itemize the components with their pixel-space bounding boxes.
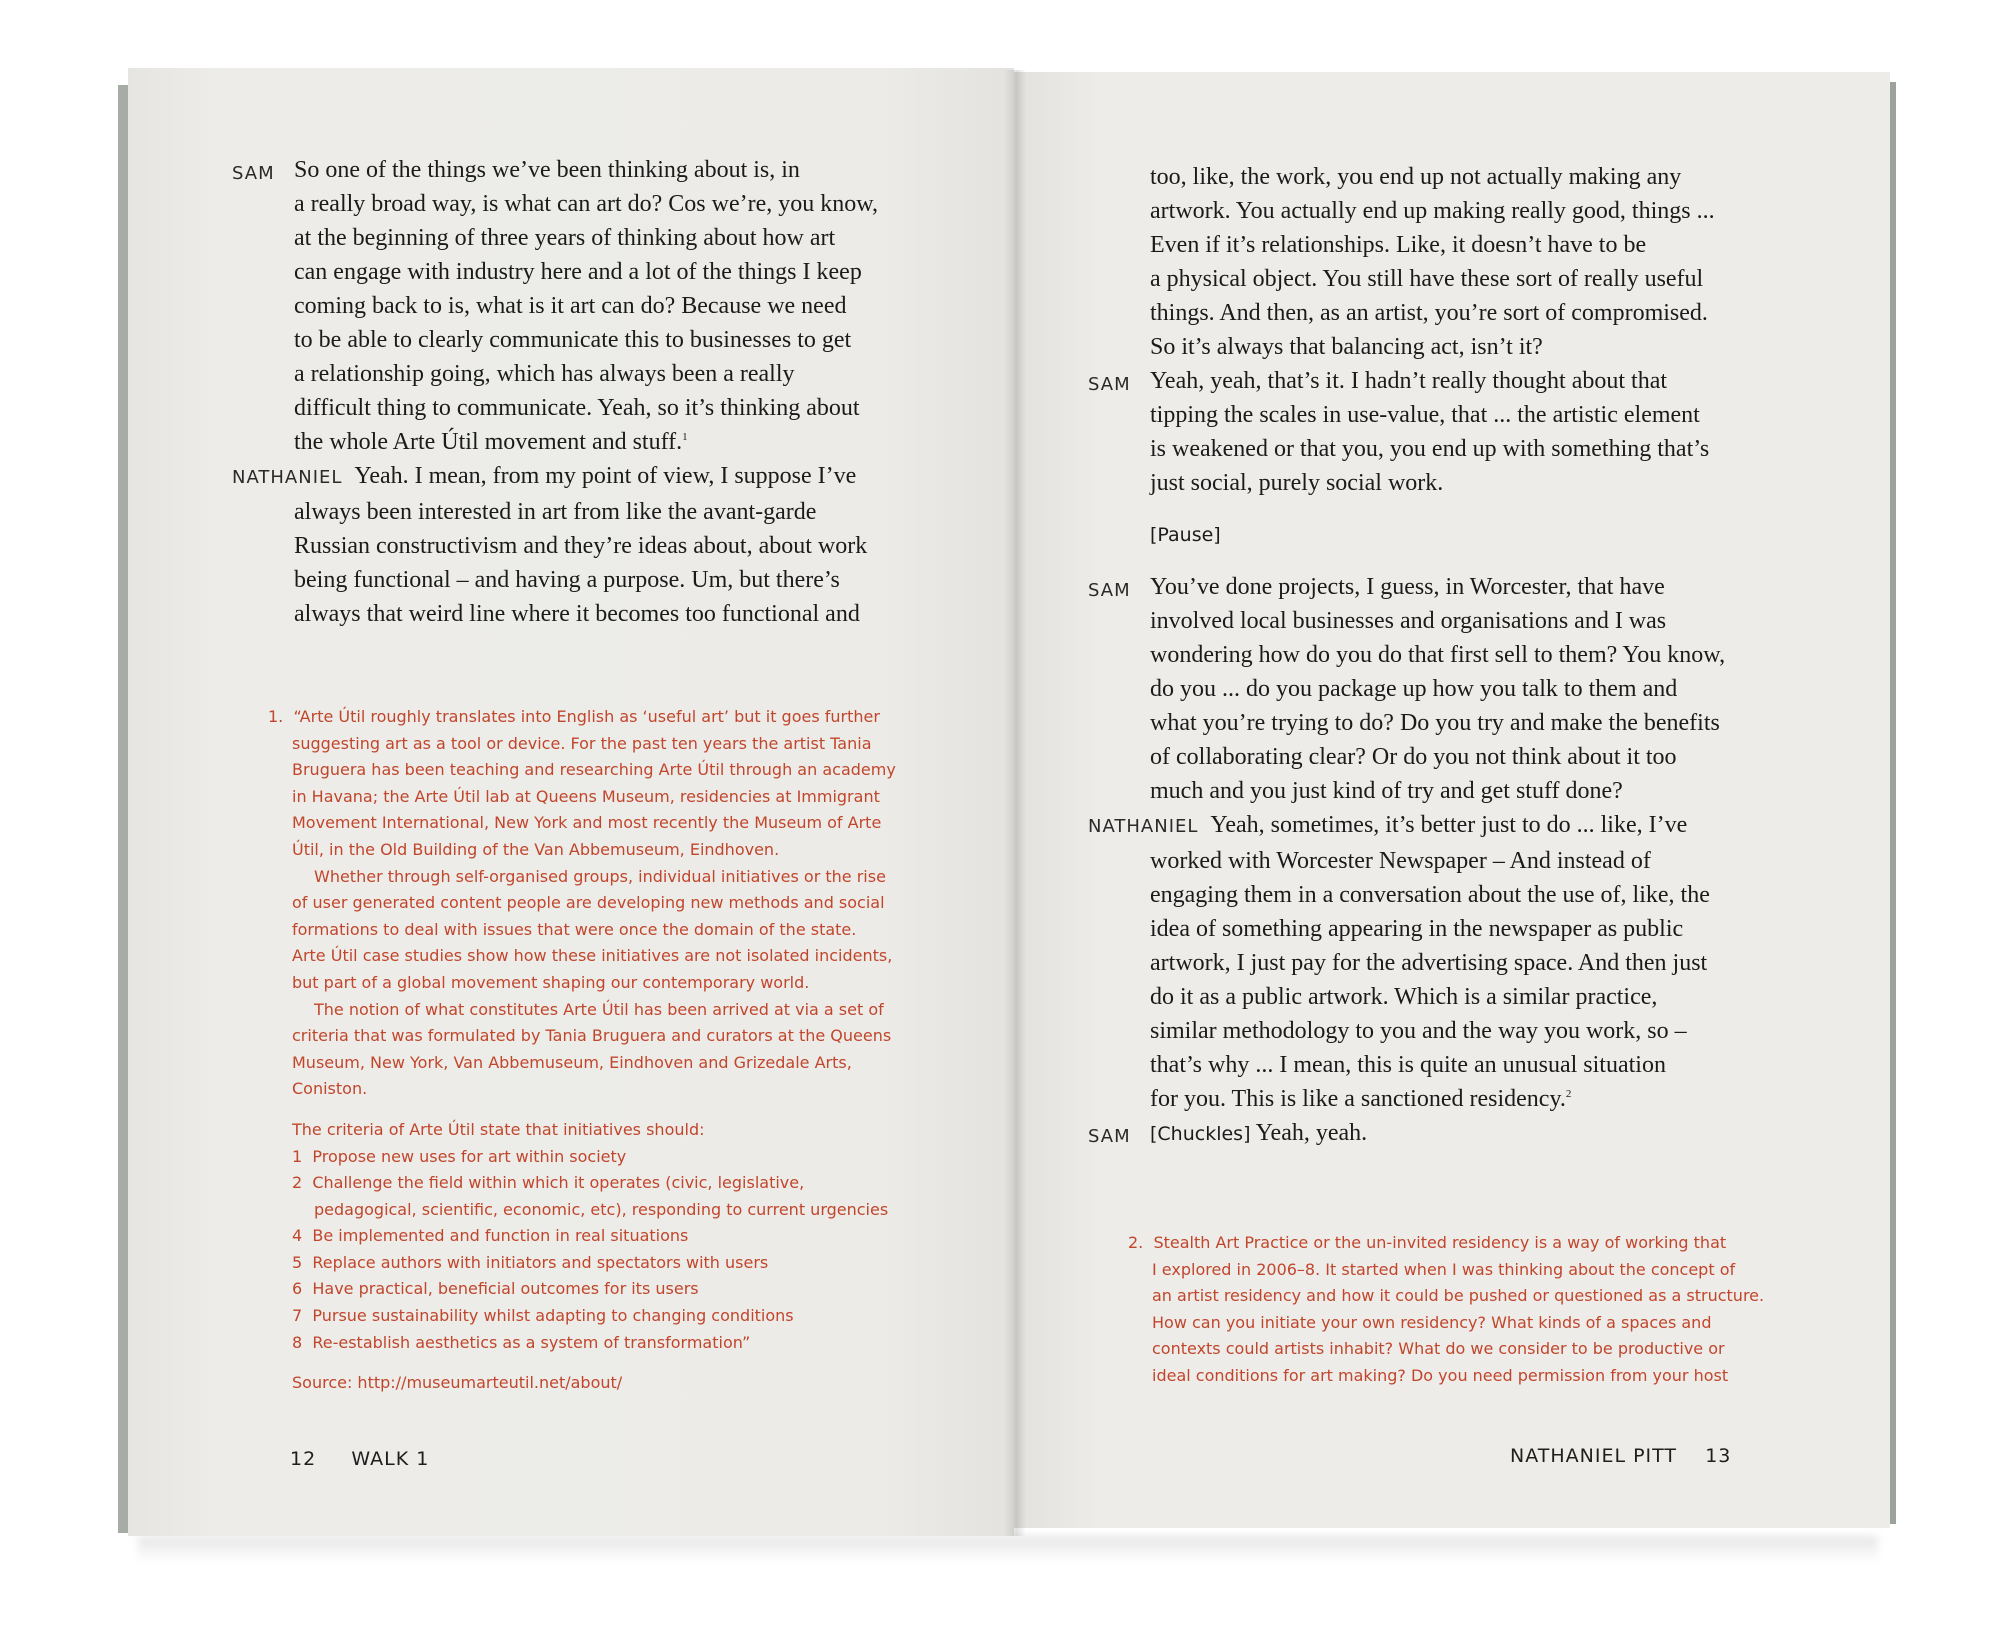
speaker-label: NATHANIEL xyxy=(232,467,343,488)
dialogue-line: can engage with industry here and a lot of the things I keep xyxy=(294,259,862,285)
footnote-line: Bruguera has been teaching and researching Arte Útil through an academy xyxy=(292,760,896,780)
criteria-item: 1 Propose new uses for art within society xyxy=(292,1146,627,1166)
pause-text: [Pause] xyxy=(1150,524,1221,546)
pause-note xyxy=(1088,518,1828,552)
footnote-ref[interactable]: 2 xyxy=(1565,1088,1572,1100)
dialogue-first-line: So one of the things we’ve been thinking about is, in xyxy=(294,157,800,183)
page-number: 12 xyxy=(290,1448,317,1470)
footnote-line: but part of a global movement shaping our contemporary world. xyxy=(292,972,810,992)
dialogue-line: too, like, the work, you end up not actually making any xyxy=(1150,164,1682,190)
footnote-line: Arte Útil case studies show how these initiatives are not isolated incidents, xyxy=(292,946,893,966)
footnote-line: contexts could artists inhabit? What do we consider to be productive or xyxy=(1152,1339,1725,1359)
criteria-intro: The criteria of Arte Útil state that initiatives should: xyxy=(292,1119,705,1139)
dialogue-line: do it as a public artwork. Which is a similar practice, xyxy=(1150,984,1658,1010)
dialogue-line: artwork. You actually end up making really good, things ... xyxy=(1150,198,1715,224)
dialogue-line: the whole Arte Útil movement and stuff. xyxy=(294,429,683,455)
footnote-line: suggesting art as a tool or device. For the past ten years the artist Tania xyxy=(292,733,872,753)
speaker-label: SAM xyxy=(1088,374,1131,395)
dialogue-line: a relationship going, which has always been a really xyxy=(294,361,795,387)
speaker-label: SAM xyxy=(232,163,275,184)
dialogue-line: similar methodology to you and the way you work, so – xyxy=(1150,1018,1687,1044)
dialogue-line: being functional – and having a purpose. Um, but there’s xyxy=(294,567,840,593)
dialogue-first-line: Yeah, yeah. xyxy=(1255,1120,1368,1146)
dialogue-line: for you. This is like a sanctioned residency. xyxy=(1150,1086,1566,1112)
dialogue-line: artwork, I just pay for the advertising space. And then just xyxy=(1150,950,1708,976)
dialogue-first-line: Yeah. I mean, from my point of view, I suppose I’ve xyxy=(354,463,857,489)
running-head: NATHANIEL PITT xyxy=(1510,1445,1678,1467)
footnote-ref[interactable]: 1 xyxy=(682,431,688,443)
criteria-item: 7 Pursue sustainability whilst adapting to changing conditions xyxy=(292,1306,794,1326)
dialogue-line: just social, purely social work. xyxy=(1150,470,1444,496)
criteria-item: 5 Replace authors with initiators and spectators with users xyxy=(292,1252,769,1272)
speaker-label: SAM xyxy=(1088,580,1131,601)
dialogue-line: always that weird line where it becomes too functional and xyxy=(294,601,860,627)
footnote-line: ideal conditions for art making? Do you need permission from your host xyxy=(1152,1365,1729,1385)
dialogue-first-line: You’ve done projects, I guess, in Worcester, that have xyxy=(1150,574,1665,600)
dialogue-line: much and you just kind of try and get stuff done? xyxy=(1150,778,1623,804)
dialogue-line: wondering how do you do that first sell to them? You know, xyxy=(1150,642,1726,668)
footnote-line: in Havana; the Arte Útil lab at Queens Museum, residencies at Immigrant xyxy=(292,786,880,806)
speaker-label: SAM xyxy=(1088,1126,1131,1147)
left-page-folio xyxy=(290,1448,429,1470)
footnote-line: I explored in 2006–8. It started when I was thinking about the concept of xyxy=(1152,1259,1736,1279)
dialogue-line: worked with Worcester Newspaper – And instead of xyxy=(1150,848,1651,874)
left-page-dialogue xyxy=(232,153,972,631)
criteria-item: 2 Challenge the field within which it operates (civic, legislative, xyxy=(292,1173,805,1193)
book-shadow xyxy=(138,1536,1878,1562)
footnote-line: Stealth Art Practice or the un-invited residency is a way of working that xyxy=(1153,1233,1727,1252)
running-head: WALK 1 xyxy=(351,1448,430,1470)
footnote-line: The notion of what constitutes Arte Útil has been arrived at via a set of xyxy=(314,999,884,1019)
footnote-line: Coniston. xyxy=(292,1079,368,1099)
dialogue-first-line: Yeah, sometimes, it’s better just to do ... like, I’ve xyxy=(1210,812,1688,838)
dialogue-line: to be able to clearly communicate this to businesses to get xyxy=(294,327,852,353)
criteria-item: 6 Have practical, beneficial outcomes for its users xyxy=(292,1279,699,1299)
footnote-1 xyxy=(268,704,968,1397)
dialogue-line: tipping the scales in use-value, that ... the artistic element xyxy=(1150,402,1700,428)
footnote-line: How can you initiate your own residency? What kinds of a spaces and xyxy=(1152,1312,1712,1332)
dialogue-line: Russian constructivism and they’re ideas about, about work xyxy=(294,533,868,559)
footnote-line: Museum, New York, Van Abbemuseum, Eindhoven and Grizedale Arts, xyxy=(292,1052,852,1072)
footnote-line: Útil, in the Old Building of the Van Abbemuseum, Eindhoven. xyxy=(292,839,780,859)
footnote-line: criteria that was formulated by Tania Bruguera and curators at the Queens xyxy=(292,1026,892,1046)
dialogue-nathaniel-1 xyxy=(232,459,972,631)
footnote-line: Whether through self-organised groups, individual initiatives or the rise xyxy=(314,866,886,886)
dialogue-line: of collaborating clear? Or do you not think about it too xyxy=(1150,744,1677,770)
footnote-line: of user generated content people are developing new methods and social xyxy=(292,893,885,913)
speaker-label: NATHANIEL xyxy=(1088,816,1199,837)
book-gutter xyxy=(1004,70,1026,1536)
dialogue-sam-4 xyxy=(1088,1116,1828,1151)
footnote-source-link[interactable]: Source: http://museumarteutil.net/about/ xyxy=(292,1373,623,1393)
footnote-line: formations to deal with issues that were once the domain of the state. xyxy=(292,919,857,939)
dialogue-line: involved local businesses and organisations and I was xyxy=(1150,608,1667,634)
dialogue-line: engaging them in a conversation about the use of, like, the xyxy=(1150,882,1710,908)
footnote-2 xyxy=(1128,1230,1828,1390)
dialogue-nathaniel-2 xyxy=(1088,808,1828,1116)
right-page-folio xyxy=(1510,1445,1731,1467)
footnote-line: an artist residency and how it could be pushed or questioned as a structure. xyxy=(1152,1286,1765,1306)
dialogue-line: coming back to is, what is it art can do? Because we need xyxy=(294,293,847,319)
dialogue-line: is weakened or that you, you end up with something that’s xyxy=(1150,436,1710,462)
dialogue-sam-2 xyxy=(1088,364,1828,500)
footnote-line: “Arte Útil roughly translates into English as ‘useful art’ but it goes further xyxy=(293,707,880,726)
footnote-line: Movement International, New York and most recently the Museum of Arte xyxy=(292,813,882,833)
dialogue-line: at the beginning of three years of thinking about how art xyxy=(294,225,836,251)
dialogue-line: always been interested in art from like the avant-garde xyxy=(294,499,817,525)
right-page-dialogue xyxy=(1088,160,1828,1151)
dialogue-sam-3 xyxy=(1088,570,1828,808)
dialogue-line: a physical object. You still have these sort of really useful xyxy=(1150,266,1704,292)
dialogue-continuation xyxy=(1088,160,1828,364)
footnote-number: 2. xyxy=(1128,1233,1144,1252)
footnote-number: 1. xyxy=(268,707,284,726)
dialogue-line: Even if it’s relationships. Like, it doesn’t have to be xyxy=(1150,232,1647,258)
dialogue-line: difficult thing to communicate. Yeah, so it’s thinking about xyxy=(294,395,860,421)
dialogue-first-line: Yeah, yeah, that’s it. I hadn’t really thought about that xyxy=(1150,368,1668,394)
criteria-item: 8 Re-establish aesthetics as a system of transformation” xyxy=(292,1332,751,1352)
dialogue-line: idea of something appearing in the newspaper as public xyxy=(1150,916,1684,942)
dialogue-line: do you ... do you package up how you talk to them and xyxy=(1150,676,1678,702)
dialogue-line: things. And then, as an artist, you’re sort of compromised. xyxy=(1150,300,1708,326)
criteria-item: 4 Be implemented and function in real situations xyxy=(292,1226,689,1246)
dialogue-line: a really broad way, is what can art do? Cos we’re, you know, xyxy=(294,191,879,217)
page-number: 13 xyxy=(1705,1445,1732,1467)
dialogue-sam-1 xyxy=(232,153,972,459)
criteria-item-continued: pedagogical, scientific, economic, etc), responding to current urgencies xyxy=(314,1199,889,1219)
dialogue-line: what you’re trying to do? Do you try and make the benefits xyxy=(1150,710,1720,736)
dialogue-line: that’s why ... I mean, this is quite an unusual situation xyxy=(1150,1052,1666,1078)
stage-direction: [Chuckles] xyxy=(1150,1123,1251,1145)
dialogue-line: So it’s always that balancing act, isn’t it? xyxy=(1150,334,1543,360)
